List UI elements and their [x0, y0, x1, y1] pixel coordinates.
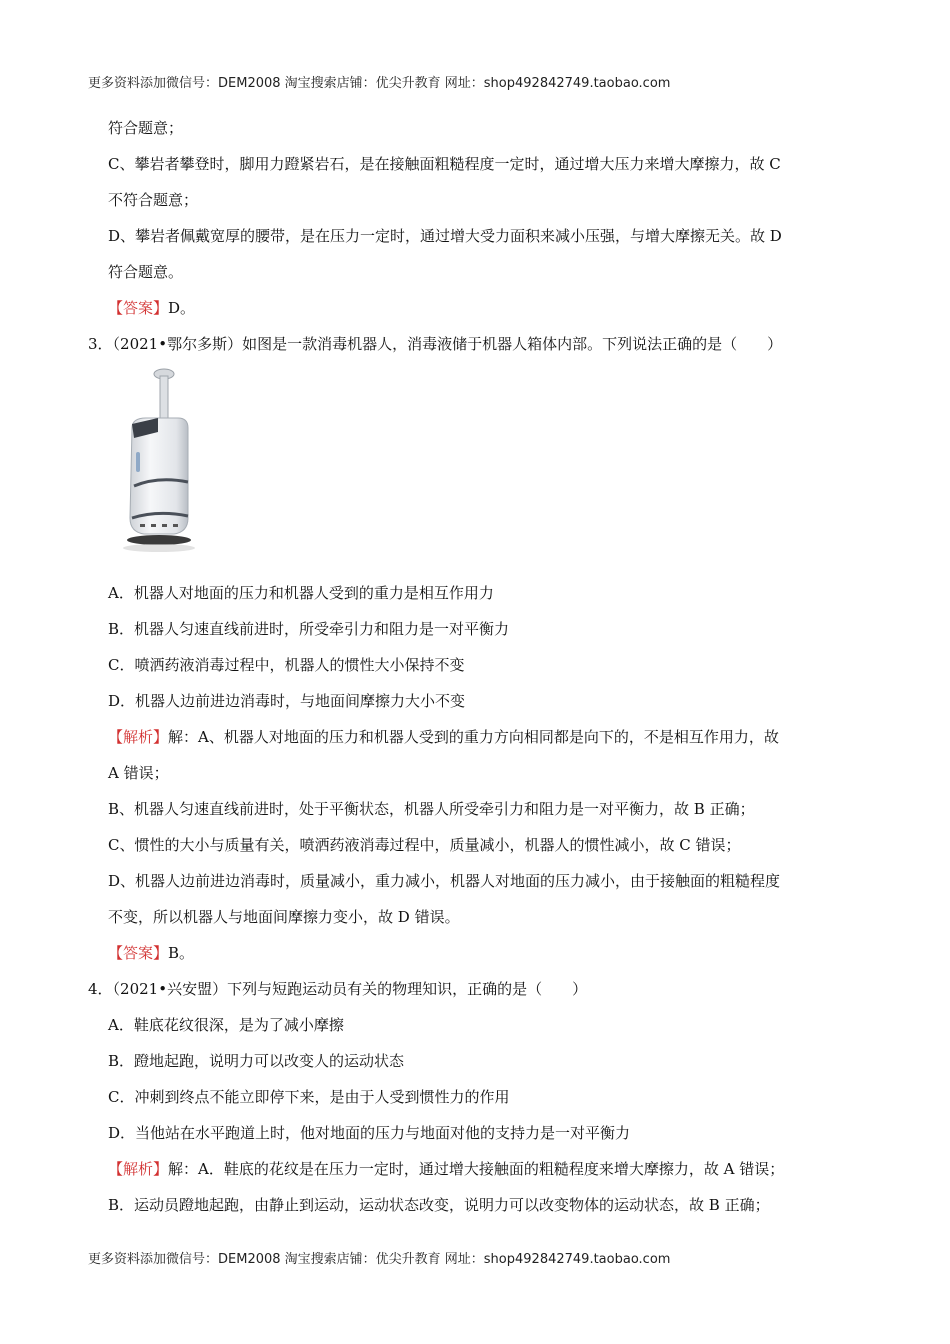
q3-analysis-line-5: D、机器人边前进边消毒时，质量减小，重力减小，机器人对地面的压力减小，由于接触面的粗糙程度 [108, 872, 781, 890]
answer-text: B。 [168, 944, 195, 962]
page-footer: 更多资料添加微信号：DEM2008 淘宝搜索店铺：优尖升教育 网址：shop492842749.taobao.com [88, 1252, 671, 1267]
q4-option-b: B．蹬地起跑，说明力可以改变人的运动状态 [108, 1052, 405, 1070]
prev-line-1: 符合题意； [108, 119, 184, 137]
q4-stem: 4．（2021•兴安盟）下列与短跑运动员有关的物理知识，正确的是（ ） [88, 980, 588, 998]
page-header: 更多资料添加微信号：DEM2008 淘宝搜索店铺：优尖升教育 网址：shop492842749.taobao.com [88, 76, 671, 91]
answer-tag: 【答案】 [108, 944, 169, 962]
prev-line-2: C、攀岩者攀登时，脚用力蹬紧岩石，是在接触面粗糙程度一定时，通过增大压力来增大摩擦力，故 C [108, 155, 781, 173]
analysis-tag: 【解析】 [108, 1160, 169, 1178]
q3-option-b: B．机器人匀速直线前进时，所受牵引力和阻力是一对平衡力 [108, 620, 510, 638]
q3-option-c: C．喷洒药液消毒过程中，机器人的惯性大小保持不变 [108, 656, 465, 674]
q3-option-a: A．机器人对地面的压力和机器人受到的重力是相互作用力 [108, 584, 494, 602]
q4-analysis-line-2: B．运动员蹬地起跑，由静止到运动，运动状态改变，说明力可以改变物体的运动状态，故 B 正确； [108, 1196, 770, 1214]
q4-analysis-line-1 [108, 1159, 784, 1179]
q3-analysis-line-1 [108, 727, 779, 747]
analysis-text: 解：A、机器人对地面的压力和机器人受到的重力方向相同都是向下的，不是相互作用力，故 [168, 728, 779, 746]
q3-answer [108, 943, 194, 963]
q4-option-a: A．鞋底花纹很深，是为了减小摩擦 [108, 1016, 344, 1034]
prev-answer [108, 298, 195, 318]
analysis-tag: 【解析】 [108, 728, 169, 746]
q3-option-d: D．机器人边前进边消毒时，与地面间摩擦力大小不变 [108, 692, 466, 710]
prev-line-3: 不符合题意； [108, 191, 199, 209]
q3-analysis-line-3: B、机器人匀速直线前进时，处于平衡状态，机器人所受牵引力和阻力是一对平衡力，故 B 正确； [108, 800, 755, 818]
prev-line-4: D、攀岩者佩戴宽厚的腰带，是在压力一定时，通过增大受力面积来减小压强，与增大摩擦无关。故 D [108, 227, 782, 245]
q4-option-c: C．冲刺到终点不能立即停下来，是由于人受到惯性力的作用 [108, 1088, 510, 1106]
answer-text: D。 [168, 299, 196, 317]
disinfection-robot-image [118, 368, 200, 554]
answer-tag: 【答案】 [108, 299, 169, 317]
analysis-text: 解：A．鞋底的花纹是在压力一定时，通过增大接触面的粗糙程度来增大摩擦力，故 A 错误； [168, 1160, 785, 1178]
prev-line-5: 符合题意。 [108, 263, 184, 281]
q4-option-d: D．当他站在水平跑道上时，他对地面的压力与地面对他的支持力是一对平衡力 [108, 1124, 631, 1142]
q3-analysis-line-6: 不变，所以机器人与地面间摩擦力变小，故 D 错误。 [108, 908, 460, 926]
q3-stem: 3．（2021•鄂尔多斯）如图是一款消毒机器人，消毒液储于机器人箱体内部。下列说法正确的是（ ） [88, 335, 783, 353]
q3-analysis-line-4: C、惯性的大小与质量有关，喷洒药液消毒过程中，质量减小，机器人的惯性减小，故 C 错误； [108, 836, 741, 854]
q3-analysis-line-2: A 错误； [108, 764, 169, 782]
